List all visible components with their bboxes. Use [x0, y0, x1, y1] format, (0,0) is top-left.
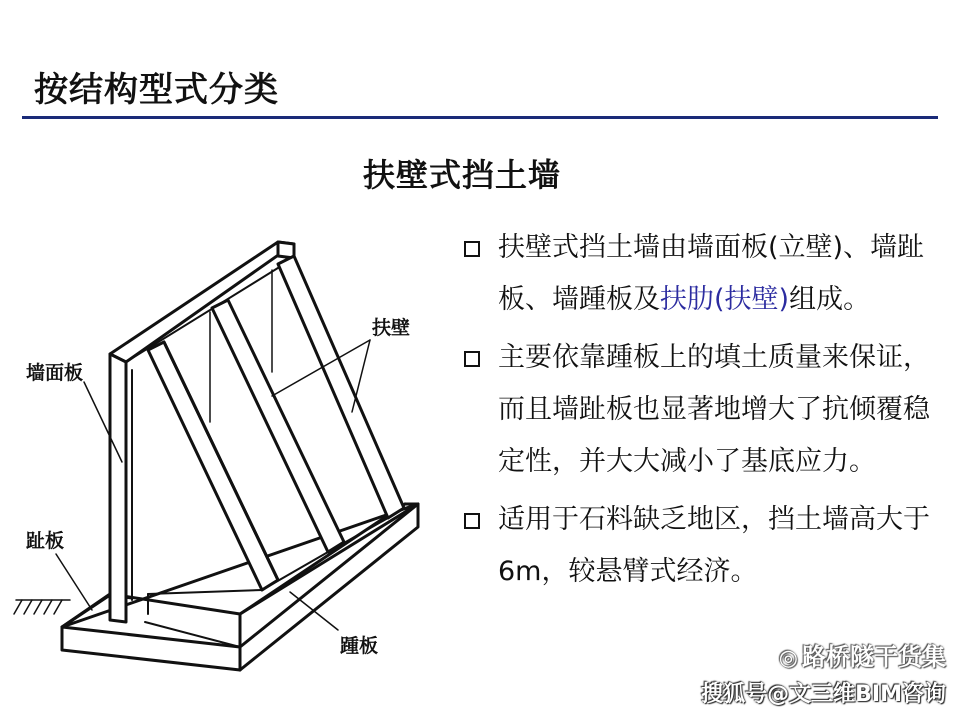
bullet-text: 适用于石料缺乏地区，挡土墙高大于6m，较悬臂式经济。 [498, 504, 930, 587]
square-bullet-icon [464, 241, 480, 257]
label-toe-slab: 趾板 [26, 530, 65, 552]
ground-hatch [14, 600, 70, 614]
slide-title: 按结构型式分类 [34, 70, 279, 110]
title-divider [22, 116, 938, 119]
label-wall-panel: 墙面板 [26, 362, 84, 384]
bullet-text: 主要依靠踵板上的填土质量来保证，而且墙趾板也显著地增大了抗倾覆稳定性，并大大减小了基底应力。 [498, 342, 930, 477]
bullet-text-end: 组成。 [789, 284, 871, 315]
bullet-highlight: 扶肋(扶壁) [660, 284, 790, 315]
bullet-item [460, 222, 950, 326]
wall-drawing [10, 222, 460, 702]
wechat-icon: ◎ [778, 646, 798, 671]
label-heel-slab: 踵板 [340, 635, 379, 657]
bullet-text: 扶壁式挡土墙由墙面板(立壁)、墙趾板、墙踵板及 [498, 232, 925, 315]
counterfort-wall-diagram [10, 222, 460, 702]
bullet-list [460, 222, 950, 604]
slide-subtitle: 扶壁式挡土墙 [362, 156, 561, 194]
source-tag: 搜狐号@文三维BIM咨询 [701, 682, 946, 707]
square-bullet-icon [464, 351, 480, 367]
bullet-item [460, 332, 950, 488]
label-buttress: 扶壁 [372, 317, 411, 339]
watermark [779, 637, 946, 672]
watermark-text: 路桥隧干货集 [802, 643, 946, 671]
bullet-item [460, 494, 950, 598]
square-bullet-icon [464, 513, 480, 529]
